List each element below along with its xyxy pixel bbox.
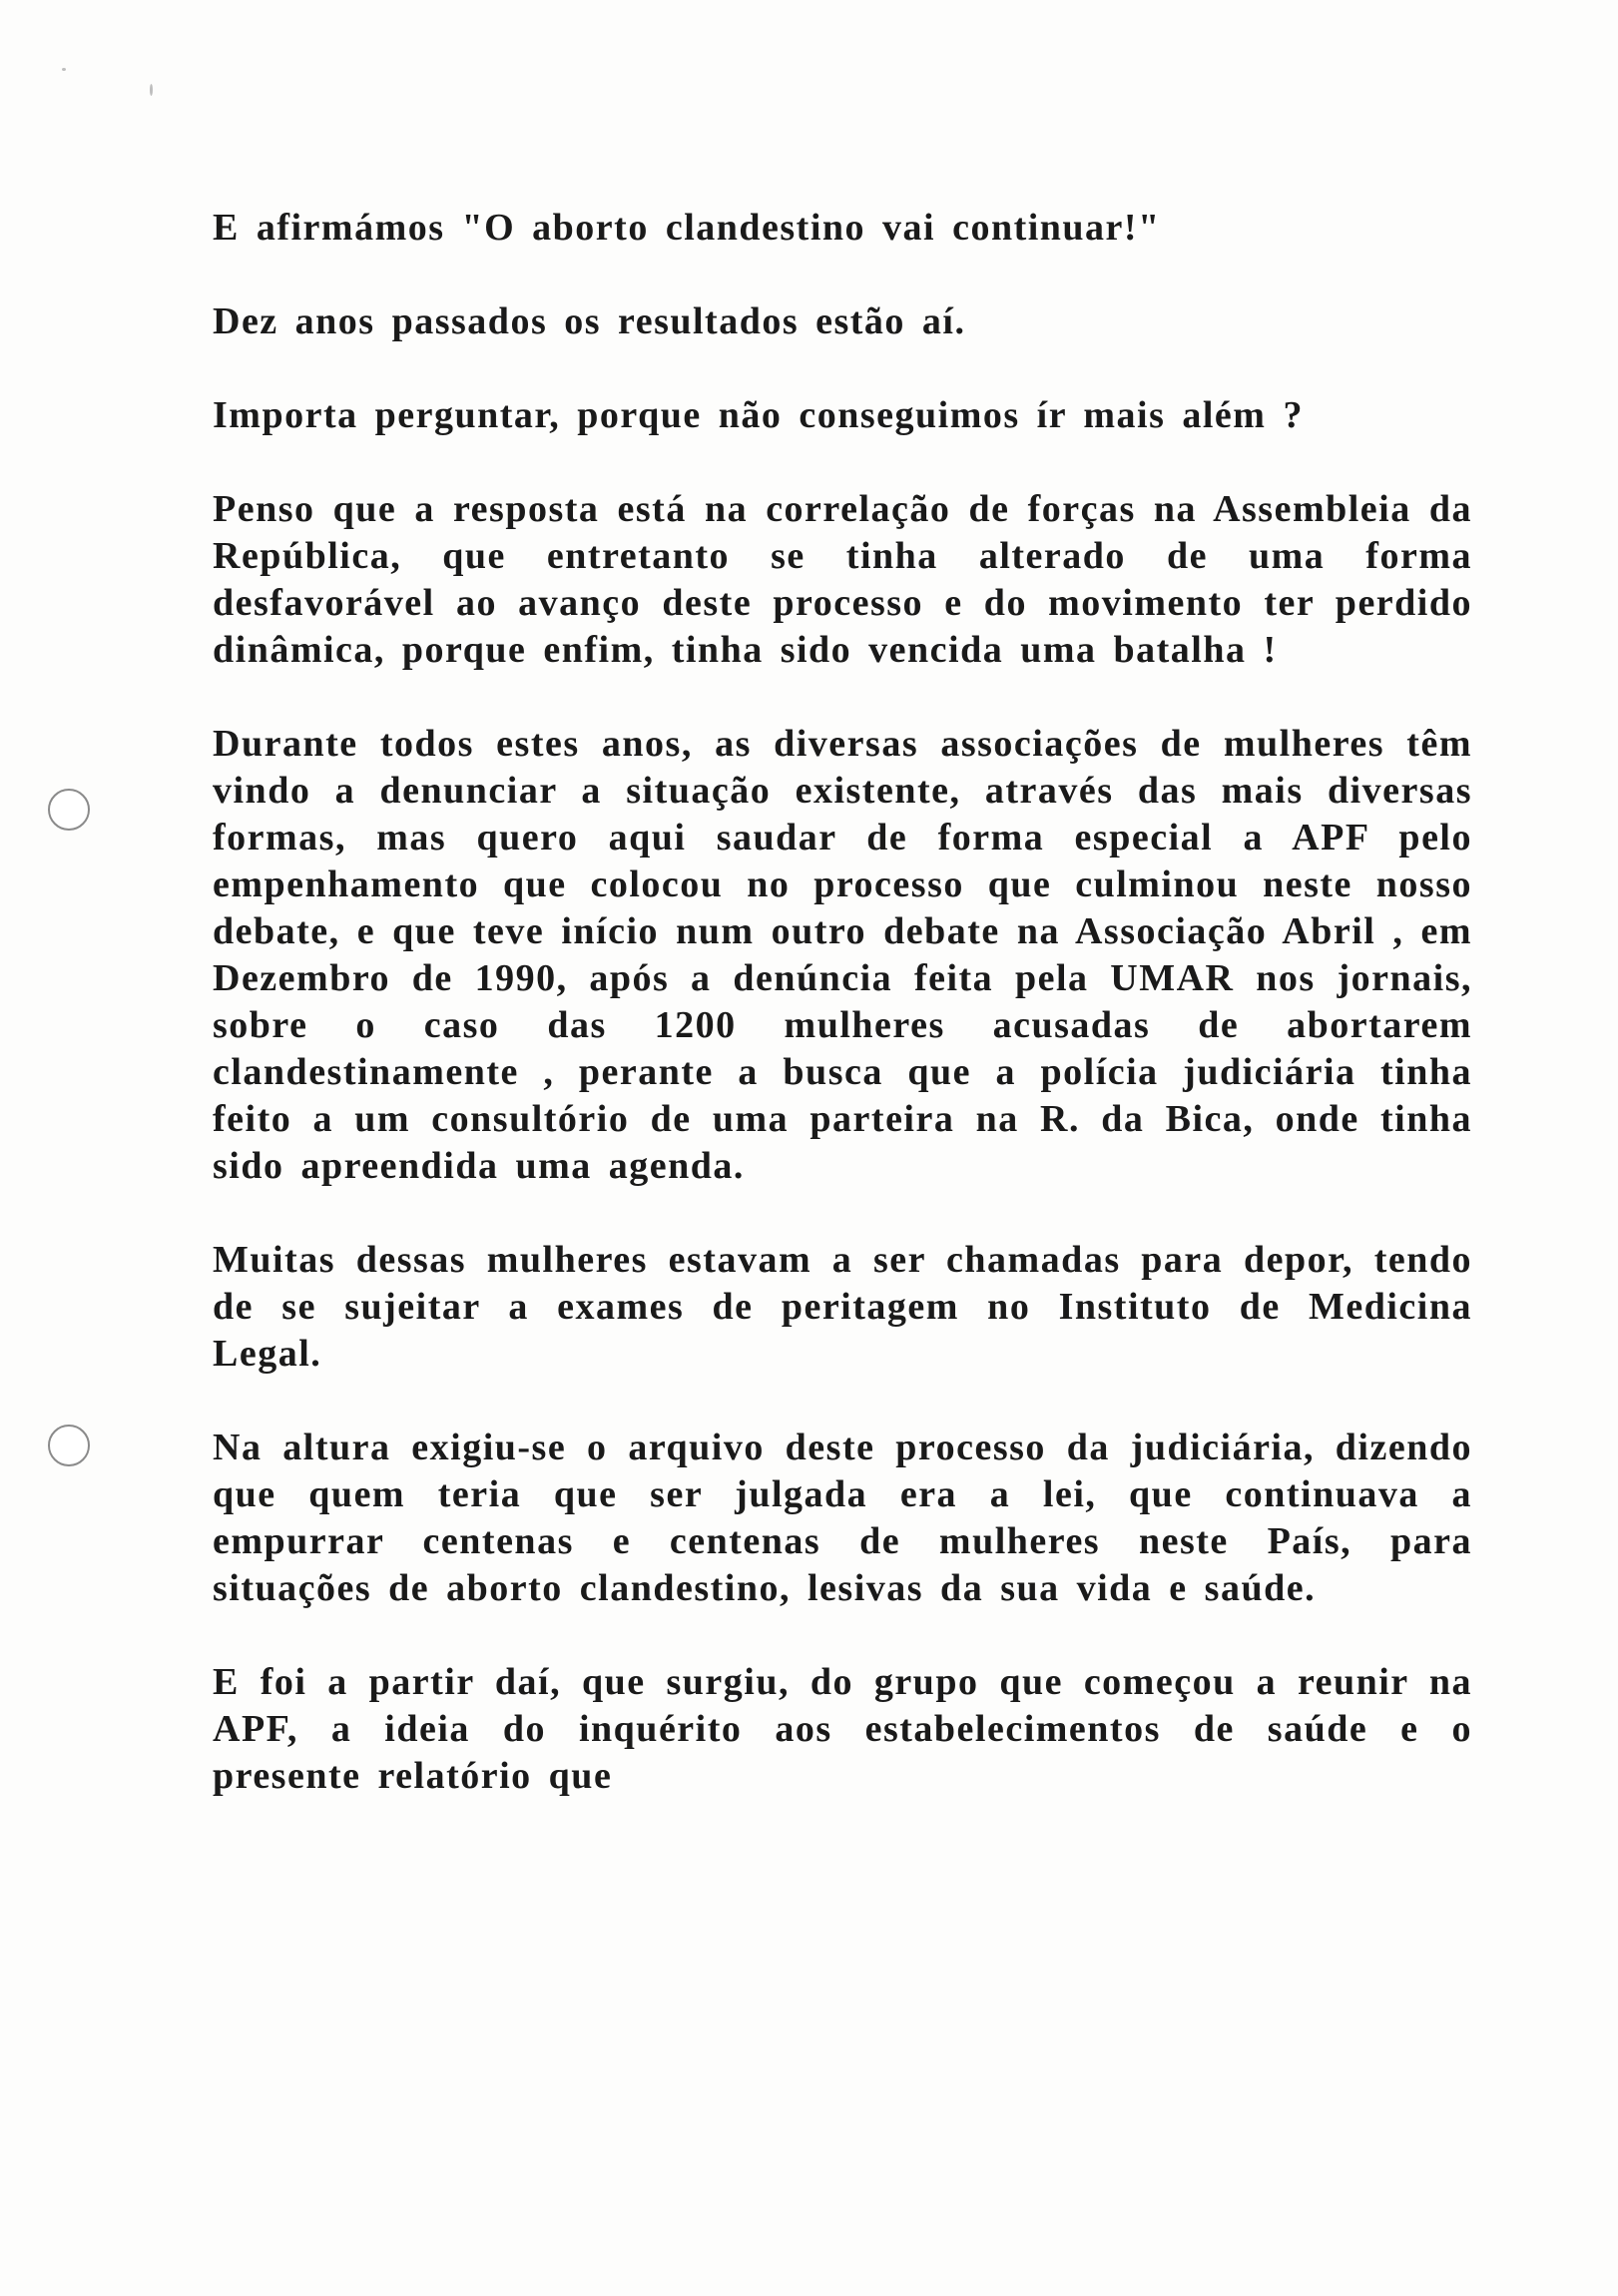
paper-speck [150, 84, 153, 96]
paragraph: Muitas dessas mulheres estavam a ser chamadas para depor, tendo de se sujeitar a exames de peritagem no Instituto de Medicina Legal. [213, 1239, 1472, 1375]
paper-speck [62, 68, 66, 71]
punch-hole-icon [48, 1425, 90, 1466]
paragraph: Na altura exigiu-se o arquivo deste processo da judiciária, dizendo que quem teria que ser julgada era a lei, que continuava a empurrar centenas e centenas de mulheres neste País, para situações de aborto clandestino, lesivas da sua vida e saúde. [213, 1427, 1472, 1609]
paragraph: Penso que a resposta está na correlação de forças na Assembleia da República, que entretanto se tinha alterado de uma forma desfavorável ao avanço deste processo e do movimento ter perdido dinâmica, porque enfim, tinha sido vencida uma batalha ! [213, 488, 1472, 671]
document-body [213, 205, 1472, 1847]
punch-hole-icon [48, 789, 90, 831]
paragraph: E afirmámos "O aborto clandestino vai continuar!" [213, 207, 1161, 249]
paragraph: E foi a partir daí, que surgiu, do grupo que começou a reunir na APF, a ideia do inquérito aos estabelecimentos de saúde e o presente relatório que [213, 1661, 1472, 1797]
paragraph: Dez anos passados os resultados estão aí. [213, 300, 966, 342]
paragraph: Durante todos estes anos, as diversas associações de mulheres têm vindo a denunciar a situação existente, através das mais diversas formas, mas quero aqui saudar de forma especial a APF pelo empenhamento que colocou no processo que culminou neste nosso debate, e que teve início num outro debate na Associação Abril , em Dezembro de 1990, após a denúncia feita pela UMAR nos jornais, sobre o caso das 1200 mulheres acusadas de abortarem clandestinamente , perante a busca que a polícia judiciária tinha feito a um consultório de uma parteira na R. da Bica, onde tinha sido apreendida uma agenda. [213, 723, 1472, 1187]
paragraph: Importa perguntar, porque não conseguimos ír mais além ? [213, 394, 1304, 436]
